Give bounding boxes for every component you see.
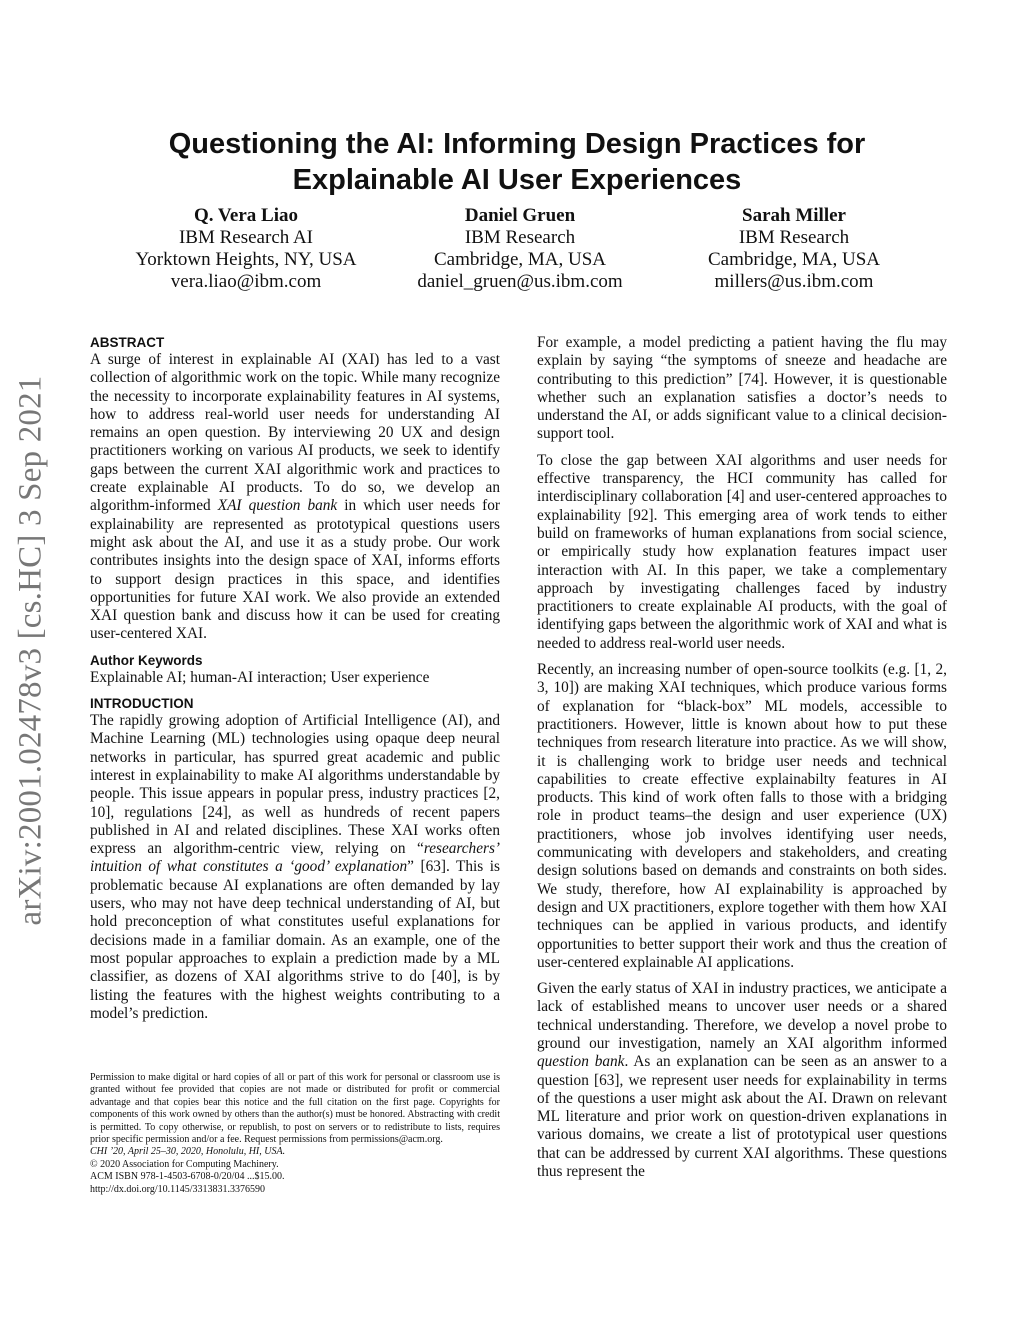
arxiv-identifier bbox=[4, 360, 58, 940]
introduction-text-part: ” [63]. This is problematic because AI explanations are often demanded by lay users, who may not have deep technical understanding of AI, but hold preconception of what constitutes useful explanations for decisions made in a familiar domain. As an example, one of the most popular approaches to explain a prediction made by a ML classifier, as dozens of XAI algorithms strive to do [40], is by listing the features with the highest weights contributing to a model’s prediction. bbox=[90, 858, 500, 1022]
introduction-quote: researchers’ intuition of what constitutes a ‘good’ explanation bbox=[90, 840, 500, 876]
isbn-line: ACM ISBN 978-1-4503-6708-0/20/04 ...$15.00. bbox=[90, 1171, 285, 1183]
paragraph-part: Given the early status of XAI in industry practices, we anticipate a lack of established means to uncover user needs or a shared technical understanding. Therefore, we develop a novel probe to ground our investigation, namely an XAI algorithm informed bbox=[537, 980, 947, 1052]
doi-link[interactable]: http://dx.doi.org/10.1145/3313831.3376590 bbox=[90, 1183, 266, 1195]
paragraph bbox=[537, 980, 947, 1181]
author-location: Cambridge, MA, USA bbox=[433, 249, 607, 270]
abstract-heading: ABSTRACT bbox=[90, 335, 165, 350]
abstract-text-part: in which user needs for explainability are represented as prototypical questions users might ask about the AI, and use it as a study probe. Our work contributes insights into the design space of XAI, informs efforts to support design practices in this space, and identifies opportunities for future XAI work. We also provide an extended XAI question bank and discuss how it can be used for creating user-centered XAI. bbox=[90, 497, 500, 643]
author-name: Q. Vera Liao bbox=[194, 205, 298, 226]
paragraph-part: . As an explanation can be seen as an answer to a question [63], we represent user needs for explainability in terms of the questions a user might ask about the AI. Drawn on relevant ML literature and prior work on question-driven explanations in various domains, we create a list of prototypical user questions that can be addressed by current XAI algorithms. These questions thus represent the bbox=[537, 1053, 947, 1181]
author-name: Sarah Miller bbox=[742, 205, 846, 226]
paragraph-emphasis: question bank bbox=[537, 1053, 625, 1071]
author-affiliation: IBM Research bbox=[738, 227, 850, 248]
author-email: vera.liao@ibm.com bbox=[170, 271, 322, 292]
author-affiliation: IBM Research AI bbox=[178, 227, 314, 248]
left-column bbox=[90, 334, 500, 1023]
right-column bbox=[537, 334, 947, 1181]
keywords-heading: Author Keywords bbox=[90, 652, 203, 668]
introduction-text-part: The rapidly growing adoption of Artificial Intelligence (AI), and Machine Learning (ML) technologies using opaque deep neural networks in particular, has spurred great academic and public interest in explainability to make AI algorithms understandable by people. This issue appears in popular press, industry practices [2, 10], regulations [24], as well as hundreds of recent papers published in AI and related disciplines. These XAI works often express an algorithm-centric view, relying on “ bbox=[90, 712, 500, 858]
author-affiliation: IBM Research bbox=[464, 227, 576, 248]
abstract-text-part: A surge of interest in explainable AI (XAI) has led to a vast collection of algorithmic work on the topic. While many recognize the necessity to incorporate explainability features in AI systems, how to address real-world user needs for understanding AI remains an open question. By interviewing 20 UX and design practitioners working on various AI products, we seek to identify gaps between the current XAI algorithmic work and practices to create explainable AI products. To do so, we develop an algorithm-informed bbox=[90, 351, 500, 515]
permission-notice bbox=[90, 1072, 500, 1196]
introduction-heading: INTRODUCTION bbox=[90, 696, 194, 712]
paragraph: Recently, an increasing number of open-source toolkits (e.g. [1, 2, 3, 10]) are making XAI techniques, which produce various forms of explanation for “black-box” ML models, accessible to practitioners. However, little is known about how to put these techniques from research literature into practice. As we will show, it is challenging work to bridge user needs and technical capabilities to create effective explainabilty features in AI products. This kind of work often falls to those with a bridging role in product teams–the design and user experience (UX) practitioners, whose job involves identifying user needs, communicating with developers and stakeholders, and creating design solutions based on demands and constraints on both sides. We study, therefore, how AI explainability is approached by design and UX practitioners, explore together with them how XAI techniques can be applied in various products, and identify opportunities to better support their work and thus the creation of user-centered explainable AI applications. bbox=[537, 661, 947, 971]
abstract-emphasis: XAI question bank bbox=[217, 497, 338, 515]
permission-text: Permission to make digital or hard copies of all or part of this work for personal or classroom use is granted without fee provided that copies are not made or distributed for profit or commercial advantage and that copies bear this notice and the full citation on the first page. Copyrights for components of this work owned by others than the author(s) must be honored. Abstracting with credit is permitted. To copy otherwise, or republish, to post on servers or to redistribute to lists, requires prior specific permission and/or a fee. Request permissions from permissions@acm.org. bbox=[90, 1072, 500, 1146]
introduction-text bbox=[90, 712, 500, 1023]
author-email: millers@us.ibm.com bbox=[714, 271, 874, 292]
paragraph: For example, a model predicting a patient having the flu may explain by saying “the symptoms of sneeze and headache are contributing to this prediction” [74]. However, it is questionable whether such an explanation satisfies a doctor’s needs to understand the AI, or adds significant value to a clinical decision-support tool. bbox=[537, 334, 947, 443]
author-name: Daniel Gruen bbox=[464, 205, 576, 226]
conference-info: CHI ’20, April 25–30, 2020, Honolulu, HI, USA. bbox=[90, 1146, 286, 1158]
paper-title: Questioning the AI: Informing Design Practices for Explainable AI User Experiences bbox=[168, 128, 866, 196]
paragraph: To close the gap between XAI algorithms and user needs for effective transparency, the HCI community has called for interdisciplinary collaboration [4] and user-centered approaches to explainability [92]. This emerging area of work tends to either build on frameworks of human explanations from social science, or empirically study how explanation features impact user interaction with AI. In this paper, we take a complementary approach by investigating challenges faced by industry practitioners to create explainable AI products, with the goal of identifying gaps between the algorithmic work of XAI and what is needed to address real-world user needs. bbox=[537, 451, 947, 652]
author-block-2 bbox=[370, 205, 670, 293]
author-block-1 bbox=[96, 205, 396, 293]
copyright-line: © 2020 Association for Computing Machinery. bbox=[90, 1158, 279, 1170]
arxiv-identifier-text: arXiv:2001.02478v3 [cs.HC] 3 Sep 2021 bbox=[12, 374, 49, 926]
author-location: Cambridge, MA, USA bbox=[707, 249, 881, 270]
author-email: daniel_gruen@us.ibm.com bbox=[417, 271, 623, 292]
keywords-text: Explainable AI; human-AI interaction; User experience bbox=[90, 668, 430, 686]
author-block-3 bbox=[644, 205, 944, 293]
author-location: Yorktown Heights, NY, USA bbox=[135, 249, 357, 270]
abstract-text bbox=[90, 351, 500, 644]
